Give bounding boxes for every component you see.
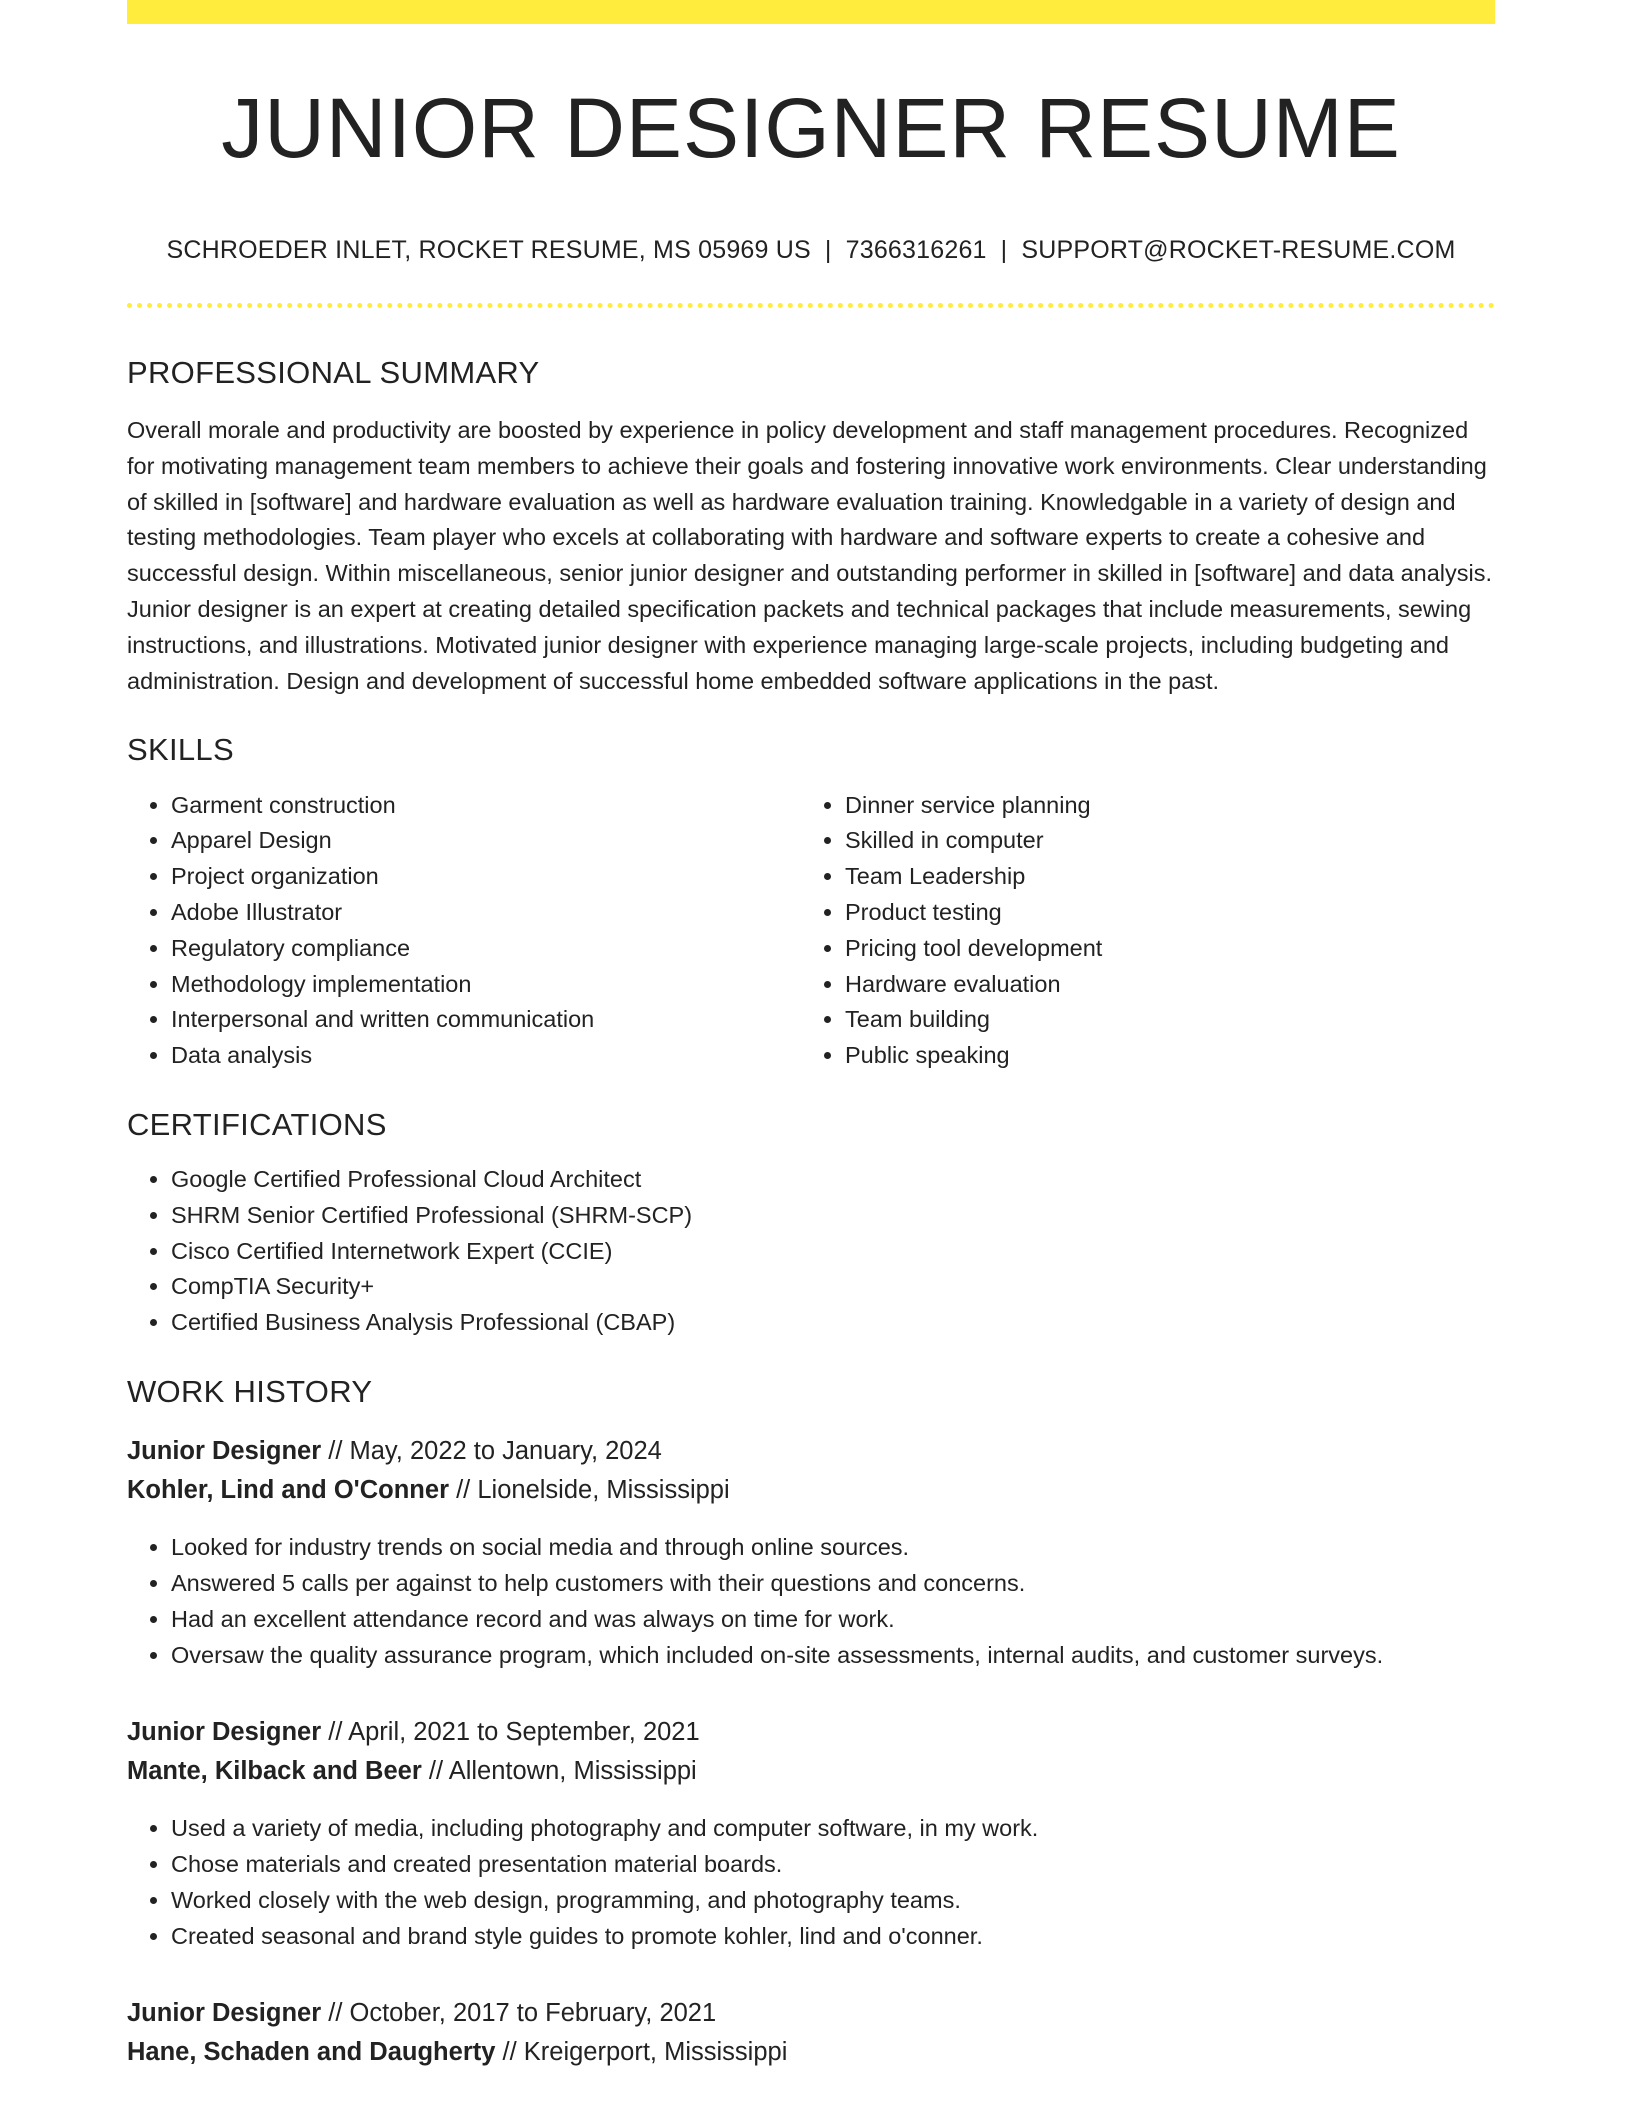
skill-item: • Team Leadership [845, 859, 1475, 895]
skill-item: • Regulatory compliance [171, 931, 801, 967]
job-company-line [127, 2033, 1495, 2072]
job-title: Junior Designer [127, 1718, 322, 1747]
job-location: Kreigerport, Mississippi [523, 2038, 788, 2067]
job-duty: • Created seasonal and brand style guides to promote kohler, lind and o'conner. [171, 1919, 1495, 1955]
job-dates: May, 2022 to January, 2024 [349, 1437, 662, 1466]
skills-heading: SKILLS [127, 732, 234, 768]
summary-text: Overall morale and productivity are boosted by experience in policy development and staff management procedures. Recognized for motivating management team members to achieve their goals and fostering innovative work environments. Clear understanding of skilled in [software] and hardware evaluation as well as hardware evaluation training. Knowledgable in a variety of design and testing methodologies. Team player who excels at collaborating with hardware and software experts to create a cohesive and successful design. Within miscellaneous, senior junior designer and outstanding performer in skilled in [software] and data analysis. Junior designer is an expert at creating detailed specification packets and technical packages that include measurements, sewing instructions, and illustrations. Motivated junior designer with experience managing large-scale projects, including budgeting and administration. Design and development of successful home embedded software applications in the past. [127, 417, 1493, 694]
resume-page [127, 0, 1495, 2072]
skills-section [127, 733, 1495, 1073]
summary-section [127, 356, 1495, 699]
skill-item: • Data analysis [171, 1038, 801, 1074]
job-title: Junior Designer [127, 1999, 322, 2028]
job-duties [127, 1530, 1495, 1673]
skill-item: • Public speaking [845, 1038, 1475, 1074]
skill-item: • Pricing tool development [845, 931, 1475, 967]
header-divider [127, 303, 1495, 308]
job-location: Allentown, Mississippi [448, 1757, 697, 1786]
certifications-heading: CERTIFICATIONS [127, 1106, 387, 1142]
skills-list-right [801, 788, 1475, 1074]
job-separator: // [502, 2038, 517, 2067]
contact-separator: | [824, 236, 832, 264]
job-dates: October, 2017 to February, 2021 [349, 1999, 717, 2028]
job-separator: // [328, 1718, 343, 1747]
skills-grid [127, 788, 1495, 1074]
job-title: Junior Designer [127, 1437, 322, 1466]
skill-item: • Project organization [171, 859, 801, 895]
job-title-line [127, 1432, 1495, 1471]
skill-item: • Apparel Design [171, 823, 801, 859]
job-duty: • Looked for industry trends on social media and through online sources. [171, 1530, 1495, 1566]
skill-item: • Hardware evaluation [845, 967, 1475, 1003]
work-history-heading: WORK HISTORY [127, 1374, 373, 1410]
job-company-line [127, 1752, 1495, 1791]
certification-item: • SHRM Senior Certified Professional (SHRM-SCP) [171, 1198, 1495, 1234]
certification-item: • Certified Business Analysis Professional (CBAP) [171, 1305, 1495, 1341]
certification-item: • Google Certified Professional Cloud Architect [171, 1162, 1495, 1198]
job-company: Hane, Schaden and Daugherty [127, 2038, 496, 2067]
job-title-line [127, 1713, 1495, 1752]
skills-list-left [127, 788, 801, 1074]
skill-item: • Garment construction [171, 788, 801, 824]
job-separator: // [328, 1437, 343, 1466]
summary-heading: PROFESSIONAL SUMMARY [127, 355, 540, 390]
job-duties [127, 1811, 1495, 1954]
job-entry [127, 1432, 1495, 1673]
job-duty: • Chose materials and created presentation material boards. [171, 1847, 1495, 1883]
job-location: Lionelside, Mississippi [477, 1476, 730, 1505]
job-duty: • Answered 5 calls per against to help customers with their questions and concerns. [171, 1566, 1495, 1602]
job-company-line [127, 1471, 1495, 1510]
skill-item: • Methodology implementation [171, 967, 801, 1003]
job-duty: • Used a variety of media, including photography and computer software, in my work. [171, 1811, 1495, 1847]
skill-item: • Product testing [845, 895, 1475, 931]
skill-item: • Dinner service planning [845, 788, 1475, 824]
skill-item: • Team building [845, 1002, 1475, 1038]
job-duty: • Had an excellent attendance record and was always on time for work. [171, 1602, 1495, 1638]
job-company: Mante, Kilback and Beer [127, 1757, 422, 1786]
skill-item: • Interpersonal and written communication [171, 1002, 801, 1038]
job-separator: // [456, 1476, 471, 1505]
job-separator: // [428, 1757, 444, 1786]
contact-phone: 7366316261 [845, 236, 987, 264]
job-duty: • Oversaw the quality assurance program, which included on-site assessments, internal audits, and customer surveys. [171, 1638, 1495, 1674]
contact-separator: | [1000, 236, 1008, 264]
skill-item: • Adobe Illustrator [171, 895, 801, 931]
job-dates: April, 2021 to September, 2021 [348, 1718, 700, 1747]
resume-title: JUNIOR DESIGNER RESUME [221, 81, 1401, 175]
job-separator: // [328, 1999, 343, 2028]
contact-address: SCHROEDER INLET, ROCKET RESUME, MS 05969 US [166, 236, 811, 264]
work-history-section [127, 1375, 1495, 2072]
job-company: Kohler, Lind and O'Conner [127, 1476, 449, 1505]
job-entry [127, 1713, 1495, 1954]
accent-bar [127, 0, 1495, 24]
certification-item: • CompTIA Security+ [171, 1269, 1495, 1305]
job-duty: • Worked closely with the web design, programming, and photography teams. [171, 1883, 1495, 1919]
job-entry [127, 1994, 1495, 2072]
certification-item: • Cisco Certified Internetwork Expert (CCIE) [171, 1234, 1495, 1270]
certifications-section [127, 1108, 1495, 1341]
certifications-list [127, 1162, 1495, 1341]
skill-item: • Skilled in computer [845, 823, 1475, 859]
contact-line [127, 235, 1495, 265]
job-title-line [127, 1994, 1495, 2033]
contact-email: SUPPORT@ROCKET-RESUME.COM [1021, 236, 1456, 264]
